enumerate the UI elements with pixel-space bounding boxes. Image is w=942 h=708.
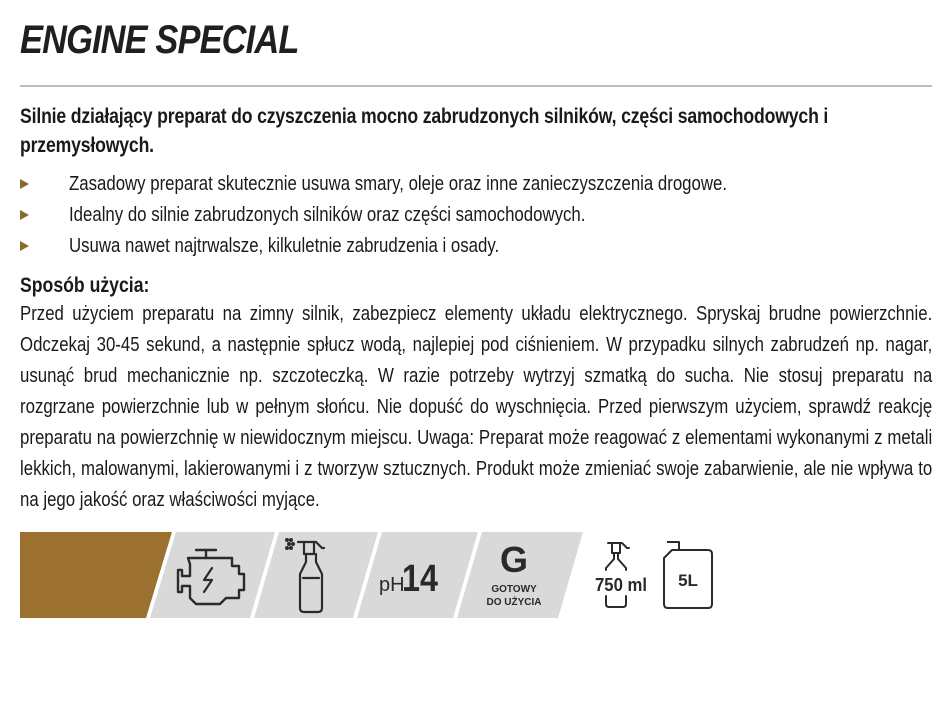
- package-size-label: 750 ml: [595, 575, 647, 595]
- package-size-label: 5L: [678, 571, 698, 590]
- accent-block: [20, 532, 172, 618]
- feature-text: Idealny do silnie zabrudzonych silników oraz części samochodowych.: [69, 204, 586, 226]
- product-intro: Silnie działający preparat do czyszczenia mocno zabrudzonych silników, części samochodowych i przemysłowych.: [20, 105, 829, 157]
- ready-label-line1: GOTOWY: [491, 584, 537, 595]
- title-divider: [20, 85, 932, 87]
- ready-letter: G: [499, 539, 529, 580]
- icon-panel: [254, 532, 378, 618]
- usage-heading: Sposób użycia:: [20, 274, 150, 297]
- usage-instructions: Przed użyciem preparatu na zimny silnik, zabezpiecz elementy układu elektrycznego. Spryskaj brudne powierzchnie. Odczekaj 30-45 sekund, a następnie spłucz wodą, najlepiej pod ciśnieniem. W przypadku silnych zabrudzeń np. nagar, usunąć brud mechanicznie np. szczoteczką. W razie potrzeby wytrzyj szmatką do sucha. Nie stosuj preparatu na rozgrzane powierzchnie lub w pełnym słońcu. Nie dopuść do wyschnięcia. Przed pierwszym użyciem, sprawdź reakcję preparatu na powierzchnię w niewidocznym miejscu. Uwaga: Preparat może reagować z elementami wykonanymi z metali lekkich, malowanymi, lakierowanymi i z tworzyw sztucznych. Produkt może zmieniać swoje zabarwienie, ale nie wpływa to na jego jakość oraz właściwości myjące.: [20, 303, 933, 511]
- bullet-arrow-icon: [20, 241, 29, 251]
- bullet-arrow-icon: [20, 210, 29, 220]
- ready-label-line2: DO UŻYCIA: [486, 597, 542, 608]
- bullet-arrow-icon: [20, 179, 29, 189]
- ph-prefix: pH: [379, 574, 405, 596]
- feature-text: Usuwa nawet najtrwalsze, kilkuletnie zabrudzenia i osady.: [69, 235, 500, 257]
- product-icon-strip: [0, 528, 942, 620]
- ph-value: 14: [402, 558, 438, 600]
- feature-text: Zasadowy preparat skutecznie usuwa smary, oleje oraz inne zanieczyszczenia drogowe.: [69, 173, 728, 195]
- product-title: ENGINE SPECIAL: [20, 18, 299, 62]
